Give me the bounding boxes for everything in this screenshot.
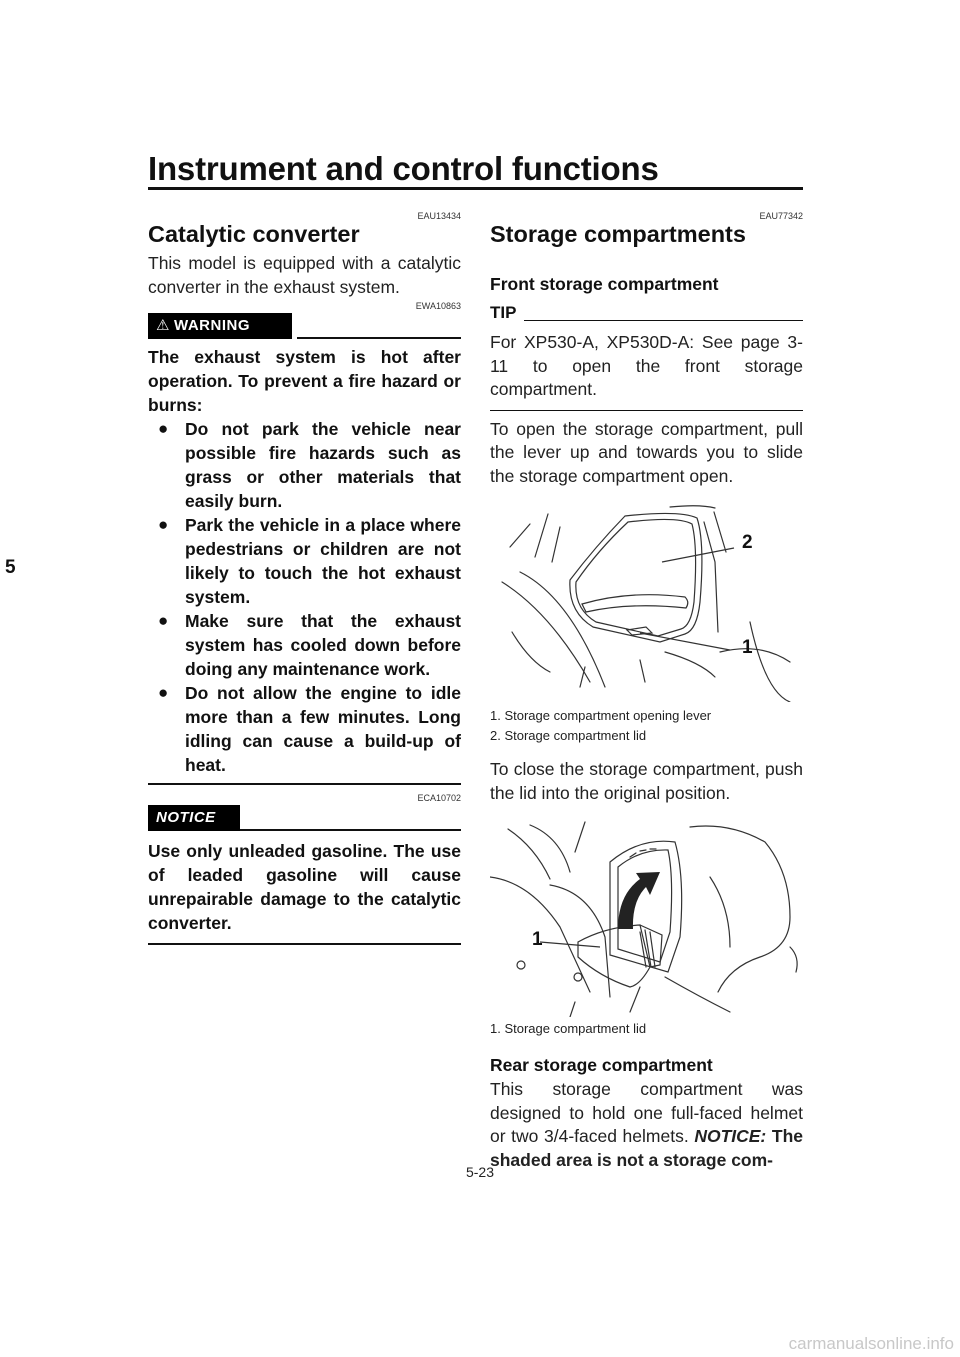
figure-caption: 1. Storage compartment lid xyxy=(490,1021,647,1036)
warning-icon: ⚠ xyxy=(156,317,170,334)
open-text: To open the storage compartment, pull the lever up and towards you to slide the storage compartment open. xyxy=(490,418,803,486)
tip-rule xyxy=(524,320,803,321)
warning-label: WARNING xyxy=(174,317,250,334)
rear-heading: Rear storage compartment xyxy=(490,1055,713,1075)
right-column xyxy=(490,211,803,1172)
warning-code: EWA10863 xyxy=(415,301,461,311)
illustration-storage-lever xyxy=(490,502,803,702)
figure-front-open xyxy=(490,502,803,702)
bullet-icon: ● xyxy=(158,683,169,702)
list-item: ● Park the vehicle in a place where pedestrians or children are not likely to touch the hot exhaust system. xyxy=(158,515,461,607)
figure-caption: 2. Storage compartment lid xyxy=(490,728,647,743)
rear-text: This storage compartment was designed to hold one full-faced helmet or two 3/4-faced helmets. NOTICE: The shaded area is not a storage com- xyxy=(490,1079,803,1170)
tip-end-rule xyxy=(490,410,803,411)
intro-text: This model is equipped with a catalytic converter in the exhaust system. xyxy=(148,253,461,297)
list-item: ● Make sure that the exhaust system has cooled down before doing any maintenance work. xyxy=(158,611,461,679)
warning-header xyxy=(148,313,461,339)
illustration-storage-lid xyxy=(490,817,803,1017)
tip-label: TIP xyxy=(490,303,517,322)
callout-2: 2 xyxy=(742,532,753,553)
header-rule xyxy=(148,187,803,190)
close-text: To close the storage compartment, push the lid into the original position. xyxy=(490,759,803,803)
notice-badge xyxy=(148,805,240,831)
watermark: carmanualsonline.info xyxy=(788,1334,954,1353)
notice-text: Use only unleaded gasoline. The use of leaded gasoline will cause unrepairable damage to the catalytic converter. xyxy=(148,841,461,933)
figure-caption: 1. Storage compartment opening lever xyxy=(490,708,712,723)
warning-badge xyxy=(148,313,292,339)
bullet-icon: ● xyxy=(158,611,169,630)
callout-1: 1 xyxy=(532,929,543,950)
notice-header xyxy=(148,805,461,831)
warning-end-rule xyxy=(148,783,461,785)
notice-end-rule xyxy=(148,943,461,945)
section-code: EAU13434 xyxy=(417,211,461,221)
page-title: Instrument and control functions xyxy=(148,150,659,187)
warning-bullets xyxy=(148,417,461,777)
list-item: ● Do not allow the engine to idle more than a few minutes. Long idling can cause a build-up of heat. xyxy=(158,683,461,775)
bullet-icon: ● xyxy=(158,515,169,534)
notice-label: NOTICE xyxy=(156,809,216,826)
section-code: EAU77342 xyxy=(759,211,803,221)
figure-front-close xyxy=(490,817,803,1017)
tip-header xyxy=(490,303,803,325)
rear-notice-text: The shaded area is not a storage com- xyxy=(490,1126,803,1170)
list-item: ● Do not park the vehicle near possible fire hazards such as grass or other materials that easily burn. xyxy=(158,419,461,511)
tip-text: For XP530-A, XP530D-A: See page 3-11 to open the front storage compartment. xyxy=(490,332,803,399)
notice-rule xyxy=(240,829,461,831)
section-title: Storage compartments xyxy=(490,221,746,247)
bullet-icon: ● xyxy=(158,419,169,438)
rear-notice-label: NOTICE: xyxy=(694,1126,767,1146)
chapter-tab-label: 5 xyxy=(5,557,16,578)
front-heading: Front storage compartment xyxy=(490,274,719,294)
section-title: Catalytic converter xyxy=(148,221,360,247)
page-number: 5-23 xyxy=(465,1164,495,1180)
left-column xyxy=(148,211,461,945)
notice-code: ECA10702 xyxy=(417,793,461,803)
callout-1: 1 xyxy=(742,637,753,658)
warning-rule xyxy=(297,337,461,339)
warning-text: The exhaust system is hot after operation. To prevent a fire hazard or burns: xyxy=(148,347,461,415)
